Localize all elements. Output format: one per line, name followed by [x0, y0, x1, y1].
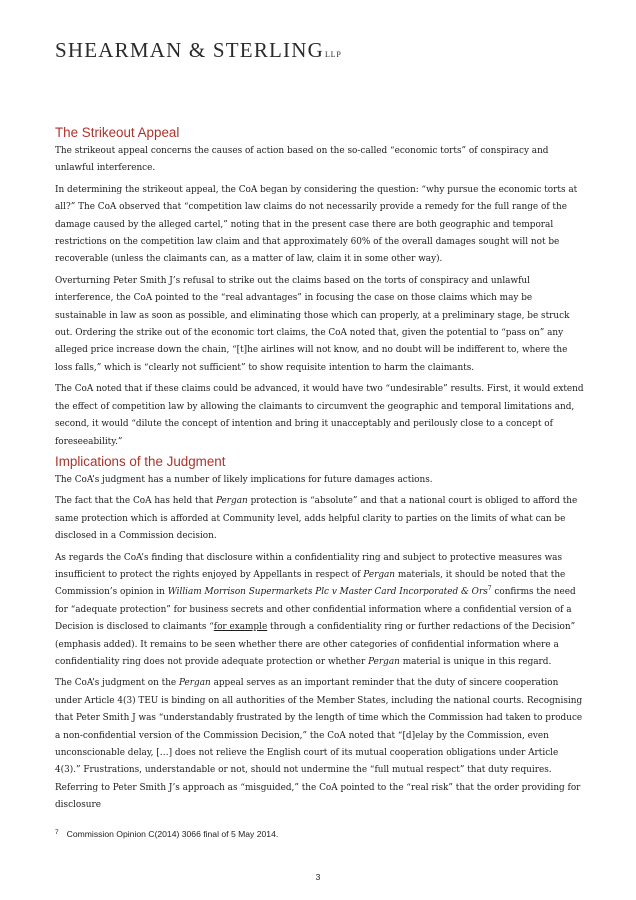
- paragraph: [55, 675, 585, 814]
- italic-case-name: Pergan: [368, 656, 400, 667]
- text-run: through a confidentiality ring or further redactions of the Decision” (emphasis added). It remains to be seen whether there are other categories of confidential information where a confidentiality ring does not provide adequate protection or whether: [55, 622, 576, 667]
- paragraph: The strikeout appeal concerns the causes of action based on the so-called “economic torts” of conspiracy and unlawful interference.: [55, 146, 549, 174]
- logo-text: SHEARMAN & STERLING: [55, 38, 324, 62]
- text-run: materials, it should be noted that the Commission’s opinion in: [55, 569, 566, 598]
- text-run: The CoA’s judgment on the: [55, 678, 179, 689]
- footnote-number: 7: [55, 829, 59, 836]
- italic-case-name: Pergan: [215, 496, 248, 507]
- text-run: confirms the need for “adequate protection” for business secrets and other confidential information where a confidential version of a Decision is disclosed to claimants “: [55, 587, 576, 633]
- italic-case-name: William Morrison Supermarkets Plc v Master Card Incorporated & Ors: [167, 587, 488, 598]
- page-number: 3: [315, 872, 321, 882]
- paragraph: Overturning Peter Smith J’s refusal to strike out the claims based on the torts of conspiracy and unlawful interference, the CoA pointed to the “real advantages” in focusing the case on those claims which may be sustainable in law as soon as possible, and eliminating those which can properly, at a preliminary stage, be struck out. Ordering the strike out of the economic tort claims, the CoA noted that, given the potential to “pass on” any alleged price increase down the chain, “[t]he airlines will not know, and no doubt will be indifferent to, where the loss falls,” which is “clearly not sufficient” to show requisite intention to harm the claimants.: [55, 275, 570, 373]
- main-content: [55, 124, 585, 819]
- text-run: The fact that the CoA has held that: [55, 496, 216, 507]
- italic-case-name: Pergan: [363, 569, 396, 580]
- footnote-marker[interactable]: 7: [487, 585, 492, 593]
- text-run: appeal serves as an important reminder that the duty of sincere cooperation under Article 4(3) TEU is binding on all authorities of the Member States, including the national courts. Recognising that Peter Smith J was “understandably frustrated by the length of time which the Commission had taken to produce a non-confidential version of the Commission Decision,” the CoA noted that “[d]elay by the Commission, even unconscionable delay, […] does not relieve the English court of its mutual cooperation obligations under Article 4(3).” Frustrations, understandable or not, should not undermine the “full mutual respect” that duty requires. Referring to Peter Smith J’s approach as “misguided,” the CoA pointed to the “real risk” that the order providing for disclosure: [55, 678, 583, 811]
- footnote: [55, 829, 278, 839]
- paragraph: The CoA noted that if these claims could be advanced, it would have two “undesirable” results. First, it would extend the effect of competition law by allowing the claimants to circumvent the geographic and temporal limitations and, second, it would “dilute the concept of intention and bring it unacceptably and perilously close to a concept of foreseeability.”: [55, 384, 584, 447]
- logo-suffix: LLP: [324, 50, 342, 59]
- paragraph: [55, 550, 585, 672]
- text-run: material is unique in this regard.: [399, 656, 552, 667]
- paragraph: [55, 493, 585, 545]
- paragraph: In determining the strikeout appeal, the CoA began by considering the question: “why pursue the economic torts at all?” The CoA observed that “competition law claims do not necessarily provide a remedy for the full range of the damage caused by the alleged cartel,” noting that in the present case there are both geographic and temporal restrictions on the competition law claim and that approximately 60% of the overall damages sought will not be recoverable (unless the claimants can, as a matter of law, claim it in some other way).: [55, 184, 578, 265]
- text-run: As regards the CoA’s finding that disclosure within a confidentiality ring and subject to protective measures was insufficient to protect the rights enjoyed by Appellants in respect of: [55, 552, 563, 580]
- section-heading-implications: Implications of the Judgment: [55, 453, 226, 469]
- underlined-text: for example: [213, 622, 268, 633]
- footnote-text: Commission Opinion C(2014) 3066 final of 5 May 2014.: [66, 829, 279, 839]
- italic-case-name: Pergan: [178, 678, 211, 689]
- text-run: protection is “absolute” and that a national court is obliged to afford the same protection which is afforded at Community level, adds helpful clarity to parties on the limits of what can be disclosed in a Commission decision.: [55, 496, 578, 542]
- firm-logo: [55, 38, 342, 63]
- section-heading-strikeout-appeal: The Strikeout Appeal: [55, 125, 180, 140]
- paragraph: The CoA’s judgment has a number of likely implications for future damages actions.: [55, 474, 433, 485]
